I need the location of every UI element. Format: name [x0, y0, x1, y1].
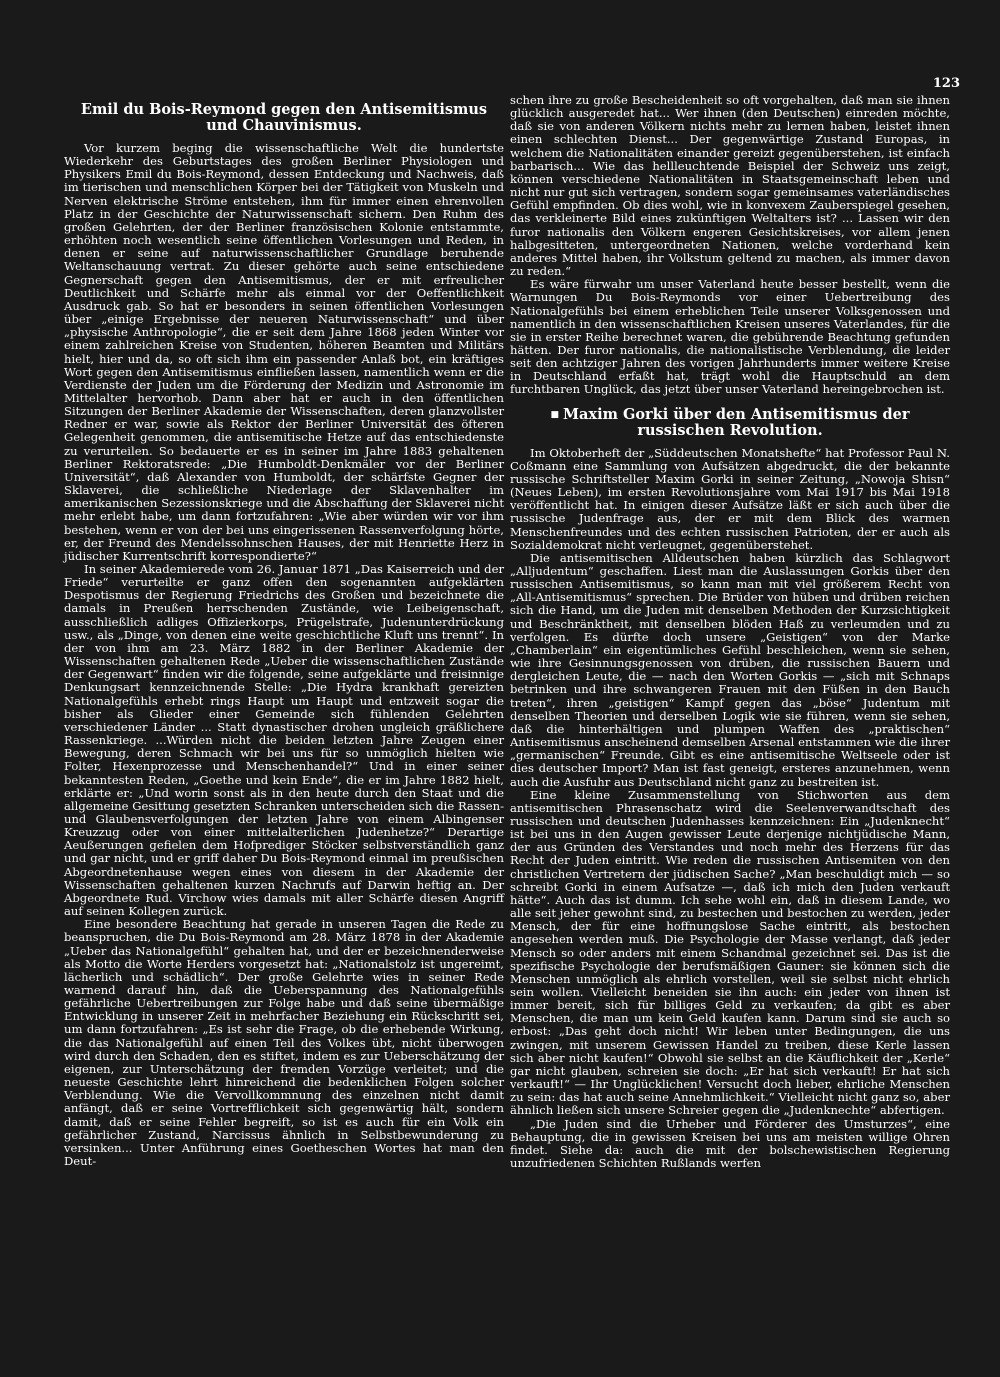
right-column [510, 94, 950, 1170]
article-paragraph: Die antisemitischen Alldeutschen haben kürzlich das Schlagwort „Alljudentum“ geschaffen. Liest man die Auslassungen Gorkis über den russischen Antisemitismus, so kann man mit viel größerem Recht von „All-Antisemitismus“ sprechen. Die Brüder von hüben und drüben reichen sich die Hand, um die Juden mit denselben Methoden der Kurzsichtigkeit und Beschränktheit, mit denselben blöden Haß zu verleumden und zu verfolgen. Es dürfte doch unsere „Geistigen“ von der Marke „Chamberlain“ ein eigentümliches Gefühl beschleichen, wenn sie sehen, wie ihre Gesinnungsgenossen von drüben, die russischen Bauern und dergleichen Leute, die — nach den Worten Gorkis — „sich mit Schnaps betrinken und ihre schwangeren Frauen mit den Füßen in den Bauch treten“, ihren „geistigen“ Kampf gegen das „böse“ Judentum mit denselben Theorien und derselben Logik wie sie führen, wenn sie sehen, daß die hinterhältigen und plumpen Waffen des „praktischen“ Antisemitismus anscheinend demselben Arsenal entstammen wie die ihrer „germanischen“ Freunde. Gibt es eine antisemitische Weltseele oder ist dies deutscher Import? Man ist fast geneigt, ersteres anzunehmen, wenn auch die Ausfuhr aus Deutschland nicht ganz zu bestreiten ist. [510, 550, 950, 789]
article-paragraph: „Die Juden sind die Urheber und Förderer des Umsturzes“, eine Behauptung, die in gewissen Kreisen bei uns am meisten willige Ohren findet. Siehe da: auch die mit der bolschewistischen Regierung unzufriedenen Schichten Rußlands werfen [510, 1116, 950, 1171]
article-paragraph: Eine besondere Beachtung hat gerade in unseren Tagen die Rede zu beanspruchen, die Du Bois-Reymond am 28. März 1878 in der Akademie „Ueber das Nationalgefühl“ gehalten hat, und der er bezeichnenderweise als Motto die Worte Herders vorgesetzt hat: „Nationalstolz ist ungereimt, lächerlich und schädlich“. Der große Gelehrte wies in seiner Rede warnend darauf hin, daß die Ueberspannung des Nationalgefühls gefährliche Uebertreibungen zur Folge habe und daß seine übermäßige Entwicklung in unserer Zeit in mehrfacher Beziehung ein Rückschritt sei, um dann fortzufahren: „Es ist sehr die Frage, ob die erhebende Wirkung, die das Nationalgefühl auf einen Teil des Volkes übt, nicht überwogen wird durch den Schaden, den es stiftet, indem es zur Ueberschätzung der eigenen, zur Unterschätzung der fremden Vorzüge verleitet; und die neueste Geschichte lehrt hinreichend die bedenklichen Folgen solcher Verblendung. Wie die Vervollkommnung des einzelnen nicht damit anfängt, daß er seine Vortrefflichkeit sich gegenwärtig hält, sondern damit, daß er seine Fehler begreift, so ist es auch für ein Volk ein gefährlicher Zustand, Narcissus ähnlich in Selbstbewunderung zu versinken... Unter Anführung eines Goetheschen Wortes hat man den Deut- [64, 917, 504, 1169]
article-heading-gorki [510, 407, 950, 439]
article-heading-text: Maxim Gorki über den Antisemitismus der russischen Revolution. [562, 405, 910, 439]
article-paragraph: Im Oktoberheft der „Süddeutschen Monatshefte“ hat Professor Paul N. Coßmann eine Sammlung von Aufsätzen abgedruckt, die der bekannte russische Schriftsteller Maxim Gorki in seiner Zeitung, „Nowoja Shisn“ (Neues Leben), im ersten Revolutionsjahre vom Mai 1917 bis Mai 1918 veröffentlicht hat. In einigen dieser Aufsätze läßt er sich auch über die russische Judenfrage aus, der er mit dem Blick des warmen Menschenfreundes und des echten russischen Patrioten, der er auch als Sozialdemokrat nicht verleugnet, gegenüberstehet. [510, 445, 950, 552]
article-paragraph: Es wäre fürwahr um unser Vaterland heute besser bestellt, wenn die Warnungen Du Bois-Reymonds vor einer Uebertreibung des Nationalgefühls bei einem erheblichen Teile unserer Volksgenossen und namentlich in den wissenschaftlichen Kreisen unseres Vaterlandes, für die sie in erster Reihe berechnet waren, die gebührende Beachtung gefunden hätten. Der furor nationalis, die nationalistische Verblendung, die leider seit den achtziger Jahren des vorigen Jahrhunderts immer weitere Kreise in Deutschland erfaßt hat, trägt wohl die Hauptschuld an dem furchtbaren Unglück, das jetzt über unser Vaterland hereingebrochen ist. [510, 277, 950, 397]
article-heading-du-bois-reymond: Emil du Bois-Reymond gegen den Antisemitismus und Chauvinismus. [80, 101, 488, 134]
article-paragraph: Eine kleine Zusammenstellung von Stichworten aus dem antisemitischen Phrasenschatz wird die Seelenverwandtschaft des russischen und deutschen Judenhasses kennzeichnen: Ein „Judenknecht“ ist bei uns in den Augen gewisser Leute derjenige nichtjüdische Mann, der aus Gründen des Verstandes und noch mehr des Herzens für das Recht der Juden eintritt. Wie reden die russischen Antisemiten von den christlichen Vertretern der jüdischen Sache? „Man beschuldigt mich — so schreibt Gorki in einem Aufsatze —, daß ich mich den Juden verkauft hätte“. Auch das ist dumm. Ich sehe wohl ein, daß in diesem Lande, wo alle seit jeher gewohnt sind, zu bestechen und bestochen zu werden, jeder Mensch, der für eine hoffnungslose Sache eintritt, als bestochen angesehen werden muß. Die Psychologie der Masse verlangt, daß jeder Mensch so oder anders mit einem Schandmal gezeichnet sei. Das ist die spezifische Psychologie der berufsmäßigen Gauner: sie können sich die Menschen unmöglich als ehrlich vorstellen, weil sie selbst nicht ehrlich sein wollen. Vielleicht beneiden sie ihn auch: ein jeder von ihnen ist immer bereit, sich für billiges Geld zu verkaufen; da gibt es aber Menschen, die man um kein Geld kaufen kann. Darum sind sie auch so erbost: „Das geht doch nicht! Wir leben unter Bedingungen, die uns zwingen, mit unserem Gewissen Handel zu treiben, diese Kerle lassen sich aber nicht kaufen!“ Obwohl sie selbst an die Käuflichkeit der „Kerle“ gar nicht glauben, schreien sie doch: „Er hat sich verkauft! Er hat sich verkauft!“ — Ihr Unglücklichen! Versucht doch lieber, ehrliche Menschen zu sein: das hat auch seine Annehmlichkeit.“ Vielleicht nicht ganz so, aber ähnlich ließen sich unsere Schreier gegen die „Judenknechte“ abfertigen. [510, 787, 950, 1118]
left-column [64, 94, 504, 1168]
article-paragraph: Vor kurzem beging die wissenschaftliche Welt die hundertste Wiederkehr des Geburtstages des großen Berliner Physiologen und Physikers Emil du Bois-Reymond, dessen Entdeckung und Nachweis, daß im tierischen und menschlichen Körper bei der Tätigkeit von Muskeln und Nerven elektrische Ströme entstehen, ihm für immer einen ehrenvollen Platz in der Geschichte der Naturwissenschaft sichern. Den Ruhm des großen Gelehrten, der der Berliner französischen Kolonie entstammte, erhöhten noch wesentlich seine öffentlichen Vorlesungen und Reden, in denen er seine auf naturwissenschaftlicher Grundlage beruhende Weltanschauung vertrat. Zu dieser gehörte auch seine entschiedene Gegnerschaft gegen den Antisemitismus, der er mit erfreulicher Deutlichkeit und Schärfe mehr als einmal vor der Oeffentlichkeit Ausdruck gab. So hat er besonders in seinen öffentlichen Vorlesungen über „einige Ergebnisse der neueren Naturwissenschaft“ und über „physische Anthropologie“, die er seit dem Jahre 1868 jeden Winter vor einem zahlreichen Kreise von Studenten, höheren Beamten und Militärs hielt, hier und da, so oft sich ihm ein passender Anlaß bot, ein kräftiges Wort gegen den Antisemitismus einfließen lassen, namentlich wenn er die Verdienste der Juden um die Förderung der Medizin und Astronomie im Mittelalter hervorhob. Dann aber hat er auch in den öffentlichen Sitzungen der Berliner Akademie der Wissenschaften, deren glanzvollster Redner er war, sowie als Rektor der Berliner Universität des öfteren Gelegenheit genommen, die antisemitische Hetze auf das entschiedenste zu verurteilen. So bedauerte er es in seiner im Jahre 1883 gehaltenen Berliner Rektoratsrede: „Die Humboldt-Denkmäler vor der Berliner Universität“, daß Alexander von Humboldt, der schärfste Gegner der Sklaverei, die schließliche Niederlage der Sklavenhalter im amerikanischen Sezessionskriege und die Abschaffung der Sklaverei nicht mehr erlebt habe, um dann fortzufahren: „Wie aber würden wir vor ihm bestehen, wenn er von der bei uns eingerissenen Rassenverfolgung hörte, er, der Freund des Mendelssohnschen Hauses, der mit Henriette Herz in jüdischer Kurrentschrift korrespondierte?“ [64, 141, 504, 563]
article-paragraph-continued: schen ihre zu große Bescheidenheit so oft vorgehalten, daß man sie ihnen glücklich ausgeredet hat... Wer ihnen (den Deutschen) einreden möchte, daß sie von anderen Völkern nichts mehr zu lernen haben, leistet ihnen einen schlechten Dienst... Der gegenwärtige Zustand Europas, in welchem die Nationalitäten einander gereizt gegenüberstehen, ist einfach barbarisch... Wie das hellleuchtende Beispiel der Schweiz uns zeigt, können verschiedene Nationalitäten in Staatsgemeinschaft leben und nicht nur gut sich vertragen, sondern sogar gemeinsames vaterländisches Gefühl empfinden. Ob dies wohl, wie in konvexem Zauberspiegel gesehen, das verkleinerte Bild eines zukünftigen Weltalters ist? ... Lassen wir den furor nationalis den Völkern engeren Gesichtskreises, vor allem jenen halbgesitteten, untergeordneten Nationen, welche vorderhand kein anderes Mittel haben, ihr Volkstum geltend zu machen, als immer davon zu reden.“ [510, 93, 950, 279]
heading-marker: ■ [550, 409, 559, 420]
article-paragraph: In seiner Akademierede vom 26. Januar 1871 „Das Kaiserreich und der Friede“ verurteilte er ganz offen den sogenannten aufgeklärten Despotismus der Regierung Friedrichs des Großen und bezeichnete die damals in Preußen herrschenden Zustände, wie Leibeigenschaft, ausschließlich adliges Offizierkorps, Prügelstrafe, Judenunterdrückung usw., als „Dinge, von denen eine weite geschichtliche Kluft uns trennt“. In der von ihm am 23. März 1882 in der Berliner Akademie der Wissenschaften gehaltenen Rede „Ueber die wissenschaftlichen Zustände der Gegenwart“ finden wir die folgende, seine aufgeklärte und freisinnige Denkungsart kennzeichnende Stelle: „Die Hydra krankhaft gereizten Nationalgefühls erhebt rings Haupt um Haupt und entzweit sogar die bisher als Glieder einer Gemeinde sich fühlenden Gelehrten verschiedener Länder ... Statt dynastischer drohen ungleich gräßlichere Rassenkriege. ...Würden nicht die beiden letzten Jahre Zeugen einer Bewegung, deren Schmach wir bei uns für so unmöglich hielten wie Folter, Hexenprozesse und Menschenhandel?“ Und in einer seiner bekanntesten Reden, „Goethe und kein Ende“, die er im Jahre 1882 hielt, erklärte er: „Und worin sonst als in den heute durch den Staat und die allgemeine Gesittung gesetzten Schranken unterscheiden sich die Rassen- und Glaubensverfolgungen der letzten Jahre von einem Albingenser Kreuzzug oder von einer mittelalterlichen Judenhetze?“ Derartige Aeußerungen gefielen dem Hofprediger Stöcker selbstverständlich ganz und gar nicht, und er griff daher Du Bois-Reymond einmal im preußischen Abgeordnetenhause wegen eines von diesem in der Akademie der Wissenschaften gehaltenen kurzen Nachrufs auf Darwin heftig an. Der Abgeordnete Rud. Virchow wies damals mit aller Schärfe diesen Angriff auf seinen Kollegen zurück. [64, 562, 504, 919]
page-number: 123 [932, 76, 960, 91]
